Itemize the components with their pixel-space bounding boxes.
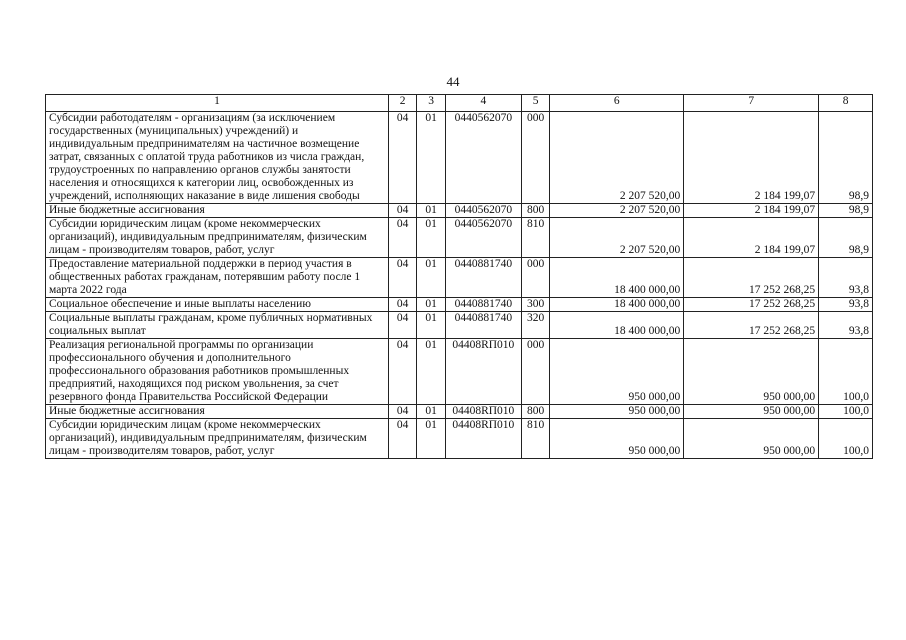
target-article-code: 04408RП010 xyxy=(445,339,521,405)
row-name: Реализация региональной программы по организации профессионального обучения и дополнительного профессионального образования работников промышленных предприятий, находящихся под риском увольнения, за счет резервного фонда Правительства Российской Федерации xyxy=(46,339,389,405)
planned-amount: 950 000,00 xyxy=(550,339,684,405)
row-name: Субсидии юридическим лицам (кроме некоммерческих организаций), индивидуальным предпринимателям, физическим лицам - производителям товаров, работ, услуг xyxy=(46,218,389,258)
executed-amount: 2 184 199,07 xyxy=(684,204,819,218)
execution-percent: 100,0 xyxy=(819,405,873,419)
section-code: 04 xyxy=(388,419,416,459)
planned-amount: 18 400 000,00 xyxy=(550,312,684,339)
subsection-code: 01 xyxy=(417,339,445,405)
row-name: Иные бюджетные ассигнования xyxy=(46,204,389,218)
header-row xyxy=(46,95,873,112)
executed-amount: 17 252 268,25 xyxy=(684,298,819,312)
table-row xyxy=(46,312,873,339)
target-article-code: 0440562070 xyxy=(445,112,521,204)
target-article-code: 0440562070 xyxy=(445,204,521,218)
expense-type-code: 810 xyxy=(521,218,549,258)
section-code: 04 xyxy=(388,298,416,312)
section-code: 04 xyxy=(388,339,416,405)
expense-type-code: 320 xyxy=(521,312,549,339)
execution-percent: 93,8 xyxy=(819,258,873,298)
row-name: Субсидии работодателям - организациям (за исключением государственных (муниципальных) учреждений) и индивидуальным предпринимателям на частичное возмещение затрат, связанных с оплатой труда работников из числа граждан, трудоустроенных по направлению органов службы занятости населения и относящихся к категории лиц, освобожденных из учреждений, исполняющих наказание в виде лишения свободы xyxy=(46,112,389,204)
executed-amount: 950 000,00 xyxy=(684,405,819,419)
section-code: 04 xyxy=(388,312,416,339)
section-code: 04 xyxy=(388,218,416,258)
executed-amount: 950 000,00 xyxy=(684,419,819,459)
column-header: 6 xyxy=(550,95,684,112)
subsection-code: 01 xyxy=(417,112,445,204)
subsection-code: 01 xyxy=(417,405,445,419)
row-name: Субсидии юридическим лицам (кроме некоммерческих организаций), индивидуальным предпринимателям, физическим лицам - производителям товаров, работ, услуг xyxy=(46,419,389,459)
column-header: 2 xyxy=(388,95,416,112)
expense-type-code: 810 xyxy=(521,419,549,459)
column-header: 7 xyxy=(684,95,819,112)
table-row xyxy=(46,405,873,419)
section-code: 04 xyxy=(388,204,416,218)
table-row xyxy=(46,339,873,405)
expense-type-code: 800 xyxy=(521,405,549,419)
target-article-code: 0440881740 xyxy=(445,312,521,339)
section-code: 04 xyxy=(388,258,416,298)
planned-amount: 950 000,00 xyxy=(550,405,684,419)
execution-percent: 100,0 xyxy=(819,419,873,459)
budget-table xyxy=(45,94,873,459)
expense-type-code: 000 xyxy=(521,112,549,204)
column-header: 4 xyxy=(445,95,521,112)
execution-percent: 93,8 xyxy=(819,298,873,312)
table-row xyxy=(46,298,873,312)
execution-percent: 98,9 xyxy=(819,204,873,218)
expense-type-code: 000 xyxy=(521,339,549,405)
expense-type-code: 300 xyxy=(521,298,549,312)
executed-amount: 17 252 268,25 xyxy=(684,312,819,339)
executed-amount: 2 184 199,07 xyxy=(684,218,819,258)
planned-amount: 2 207 520,00 xyxy=(550,112,684,204)
row-name: Социальные выплаты гражданам, кроме публичных нормативных социальных выплат xyxy=(46,312,389,339)
table-row xyxy=(46,419,873,459)
executed-amount: 950 000,00 xyxy=(684,339,819,405)
page-number: 44 xyxy=(446,74,460,89)
section-code: 04 xyxy=(388,112,416,204)
execution-percent: 98,9 xyxy=(819,112,873,204)
column-header: 1 xyxy=(46,95,389,112)
subsection-code: 01 xyxy=(417,218,445,258)
executed-amount: 17 252 268,25 xyxy=(684,258,819,298)
subsection-code: 01 xyxy=(417,298,445,312)
target-article-code: 0440881740 xyxy=(445,258,521,298)
target-article-code: 0440562070 xyxy=(445,218,521,258)
row-name: Предоставление материальной поддержки в период участия в общественных работах гражданам, потерявшим работу после 1 марта 2022 года xyxy=(46,258,389,298)
target-article-code: 04408RП010 xyxy=(445,419,521,459)
table-row xyxy=(46,258,873,298)
planned-amount: 950 000,00 xyxy=(550,419,684,459)
subsection-code: 01 xyxy=(417,312,445,339)
column-header: 5 xyxy=(521,95,549,112)
planned-amount: 18 400 000,00 xyxy=(550,258,684,298)
execution-percent: 93,8 xyxy=(819,312,873,339)
column-header: 8 xyxy=(819,95,873,112)
target-article-code: 04408RП010 xyxy=(445,405,521,419)
planned-amount: 2 207 520,00 xyxy=(550,204,684,218)
table-row xyxy=(46,218,873,258)
expense-type-code: 000 xyxy=(521,258,549,298)
table-row xyxy=(46,112,873,204)
subsection-code: 01 xyxy=(417,258,445,298)
row-name: Иные бюджетные ассигнования xyxy=(46,405,389,419)
subsection-code: 01 xyxy=(417,204,445,218)
planned-amount: 18 400 000,00 xyxy=(550,298,684,312)
planned-amount: 2 207 520,00 xyxy=(550,218,684,258)
execution-percent: 100,0 xyxy=(819,339,873,405)
subsection-code: 01 xyxy=(417,419,445,459)
executed-amount: 2 184 199,07 xyxy=(684,112,819,204)
execution-percent: 98,9 xyxy=(819,218,873,258)
section-code: 04 xyxy=(388,405,416,419)
expense-type-code: 800 xyxy=(521,204,549,218)
column-header: 3 xyxy=(417,95,445,112)
row-name: Социальное обеспечение и иные выплаты населению xyxy=(46,298,389,312)
table-row xyxy=(46,204,873,218)
target-article-code: 0440881740 xyxy=(445,298,521,312)
